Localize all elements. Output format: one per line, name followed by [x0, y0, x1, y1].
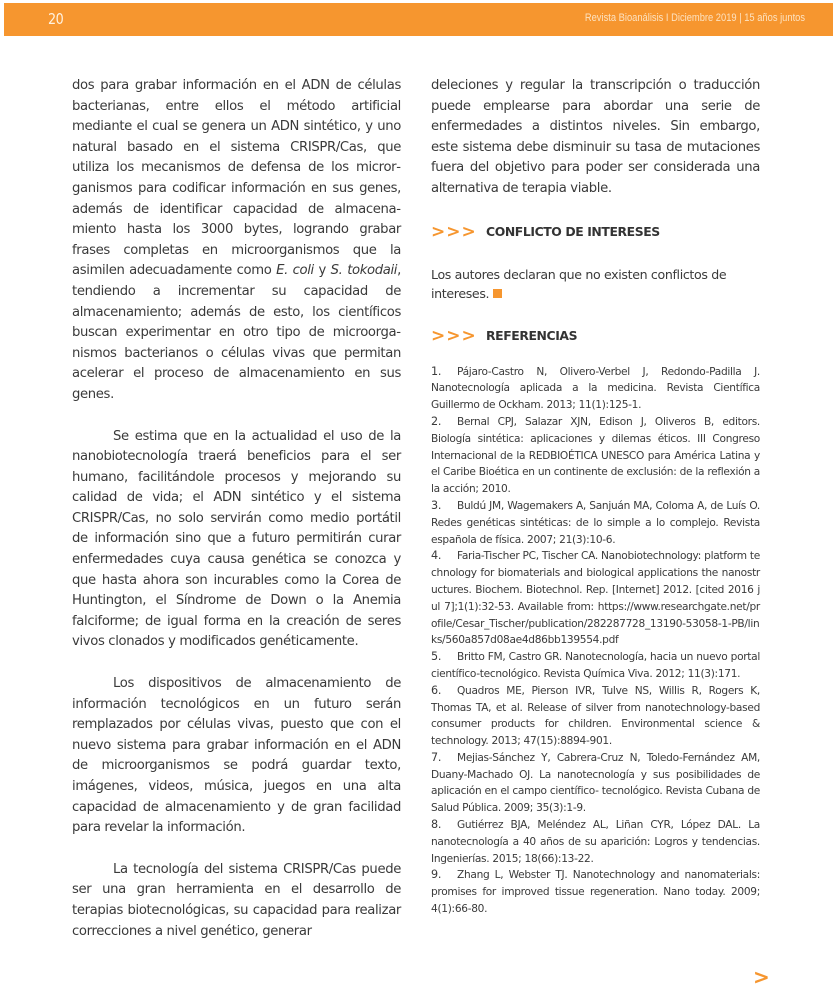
references-heading-title: REFERENCIAS [486, 328, 578, 344]
right-column [431, 76, 760, 918]
reference-number: 9. [431, 868, 442, 882]
paragraph-1-part-3: , tendiendo a incrementar su capacidad de almacenamiento; además de esto, los científicos buscan experimentar en otro tipo de microorganismos bacterianos o células vivas que permitan acelerar el proceso de almacenamiento en sus genes. [72, 263, 401, 402]
reference-text: Britto FM, Castro GR. Nanotecnología, hacia un nuevo portal científico-tecnológico. Revista Química Viva. 2012; 11(3):171. [431, 651, 760, 680]
species-s-tokodaii: S. tokodaii [330, 263, 398, 279]
paragraph-3 [72, 674, 401, 839]
reference-number: 7. [431, 750, 442, 764]
left-column [72, 76, 401, 942]
reference-item [431, 750, 760, 817]
paragraph-1-part-1: dos para grabar información en el ADN de células bacterianas, entre ellos el método artificial mediante el cual se genera un ADN sintético, y uno natural basado en el sistema CRISPR/Cas, que utiliza los mecanismos de defensa de los microrganismos para codificar información en sus genes, además de identificar capacidad de almacenamiento hasta los 3000 bytes, logrando grabar frases completas en microorganismos que la asimilen adecuadamente como [72, 78, 401, 279]
header-bar [4, 3, 833, 36]
triple-chevron-icon: >>> [431, 221, 477, 242]
paragraph-3-text: Los dispositivos de almacenamiento de información tecnológicos en un futuro serán remplazados por células vivas, puesto que con el nuevo sistema para grabar información en el ADN de microorganismos se podrá guardar texto, imágenes, videos, música, juegos en una alta capacidad de almacenamiento y de gran facilidad para revelar la información. [72, 676, 401, 836]
reference-item [431, 414, 760, 498]
reference-item [431, 817, 760, 867]
reference-number: 8. [431, 818, 442, 832]
references-heading [431, 326, 760, 346]
reference-text: Mejias-Sánchez Y, Cabrera-Cruz N, Toledo-Fernández AM, Duany-Machado OJ. La nanotecnología y sus posibilidades de aplicación en el campo científico- tecnológico. Revista Cubana de Salud Pública. 2009; 35(3):1-9. [431, 751, 760, 815]
reference-text: Bernal CPJ, Salazar XJN, Edison J, Oliveros B, editors. Biología sintética: aplicaciones y dilemas éticos. III Congreso Internacional de la REDBIOÉTICA UNESCO para América Latina y el Caribe Bioética en un continente de exclusión: de la reflexión a la acción; 2010. [431, 415, 760, 496]
chevron-right-icon[interactable]: > [753, 965, 770, 989]
reference-item [431, 867, 760, 917]
reference-number: 6. [431, 683, 442, 697]
reference-number: 1. [431, 364, 442, 378]
reference-text: Pájaro-Castro N, Olivero-Verbel J, Redondo-Padilla J. Nanotecnología aplicada a la medicina. Revista Científica Guillermo de Ockham. 2013; 11(1):125-1. [431, 365, 760, 412]
reference-text: Quadros ME, Pierson IVR, Tulve NS, Willis R, Rogers K, Thomas TA, et al. Release of silver from nanotechnology-based consumer products for children. Environmental science & technology. 2013; 47(15):8894-901. [431, 684, 760, 748]
end-square-icon [493, 289, 502, 298]
paragraph-2 [72, 427, 401, 654]
species-e-coli: E. coli [276, 263, 314, 279]
paragraph-continuation: deleciones y regular la transcripción o traducción puede emplearse para abordar una serie de enfermedades a distintos niveles. Sin embargo, este sistema debe disminuir su tasa de mutaciones fuera del objetivo para poder ser considerada una alternativa de terapia viable. [431, 78, 760, 196]
reference-number: 4. [431, 549, 442, 563]
triple-chevron-icon: >>> [431, 325, 477, 346]
reference-item [431, 498, 760, 548]
conflict-text: Los autores declaran que no existen conflictos de intereses. [431, 266, 727, 302]
conflict-heading-title: CONFLICTO DE INTERESES [486, 224, 660, 240]
conflict-heading [431, 222, 760, 242]
reference-text: Gutiérrez BJA, Meléndez AL, Liñan CYR, López DAL. La nanotecnología a 40 años de su aparición: Logros y tendencias. Ingenierías. 2015; 18(66):13-22. [431, 819, 760, 865]
conflict-statement [431, 265, 760, 304]
reference-item [431, 683, 760, 750]
reference-number: 5. [431, 650, 442, 664]
paragraph-2-text: Se estima que en la actualidad el uso de la nanobiotecnología traerá beneficios para el ser humano, facilitándole procesos y mejorando su calidad de vida; el ADN sintético y el sistema CRISPR/Cas, no solo servirán como medio portátil de información sino que a futuro permitirán curar enfermedades cuya causa genética se conozca y que hasta ahora son incurables como la Corea de Huntington, el Síndrome de Down o la Anemia falciforme; de igual forma en la creación de seres vivos clonados y modificados genéticamente. [72, 428, 401, 650]
reference-list [431, 364, 760, 918]
journal-info: Revista Bioanálisis I Diciembre 2019 | 15 años juntos [584, 12, 805, 24]
paragraph-4-text: La tecnología del sistema CRISPR/Cas puede ser una gran herramienta en el desarrollo de terapias biotecnológicas, su capacidad para realizar correcciones a nivel genético, generar [72, 861, 401, 939]
paragraph-4 [72, 860, 401, 942]
reference-item [431, 649, 760, 683]
reference-number: 2. [431, 414, 442, 428]
reference-item [431, 548, 760, 649]
reference-text: Buldú JM, Wagemakers A, Sanjuán MA, Coloma A, de Luís O. Redes genéticas sintéticas: de lo simple a lo complejo. Revista española de física. 2007; 21(3):10-6. [431, 499, 760, 546]
reference-item [431, 364, 760, 414]
reference-text: Faria-Tischer PC, Tischer CA. Nanobiotechnology: platform technology for biomaterials and biological applications the nanostructures. Biochem. Biotechnol. Rep. [Internet] 2012. [cited 2016 jul 7];1(1):32-53. Available from: https://www.researchgate.net/profile/Cesar_Tischer/publication/282287728_13190-53058-1-PB/links/560a857d08ae4d86bb139554.pdf [431, 550, 760, 647]
paragraph-1 [72, 76, 401, 406]
reference-text: Zhang L, Webster TJ. Nanotechnology and nanomaterials: promises for improved tissue regeneration. Nano today. 2009; 4(1):66-80. [431, 869, 760, 916]
reference-number: 3. [431, 498, 442, 512]
page-number: 20 [48, 10, 64, 28]
paragraph-1-part-2: y [313, 263, 331, 279]
